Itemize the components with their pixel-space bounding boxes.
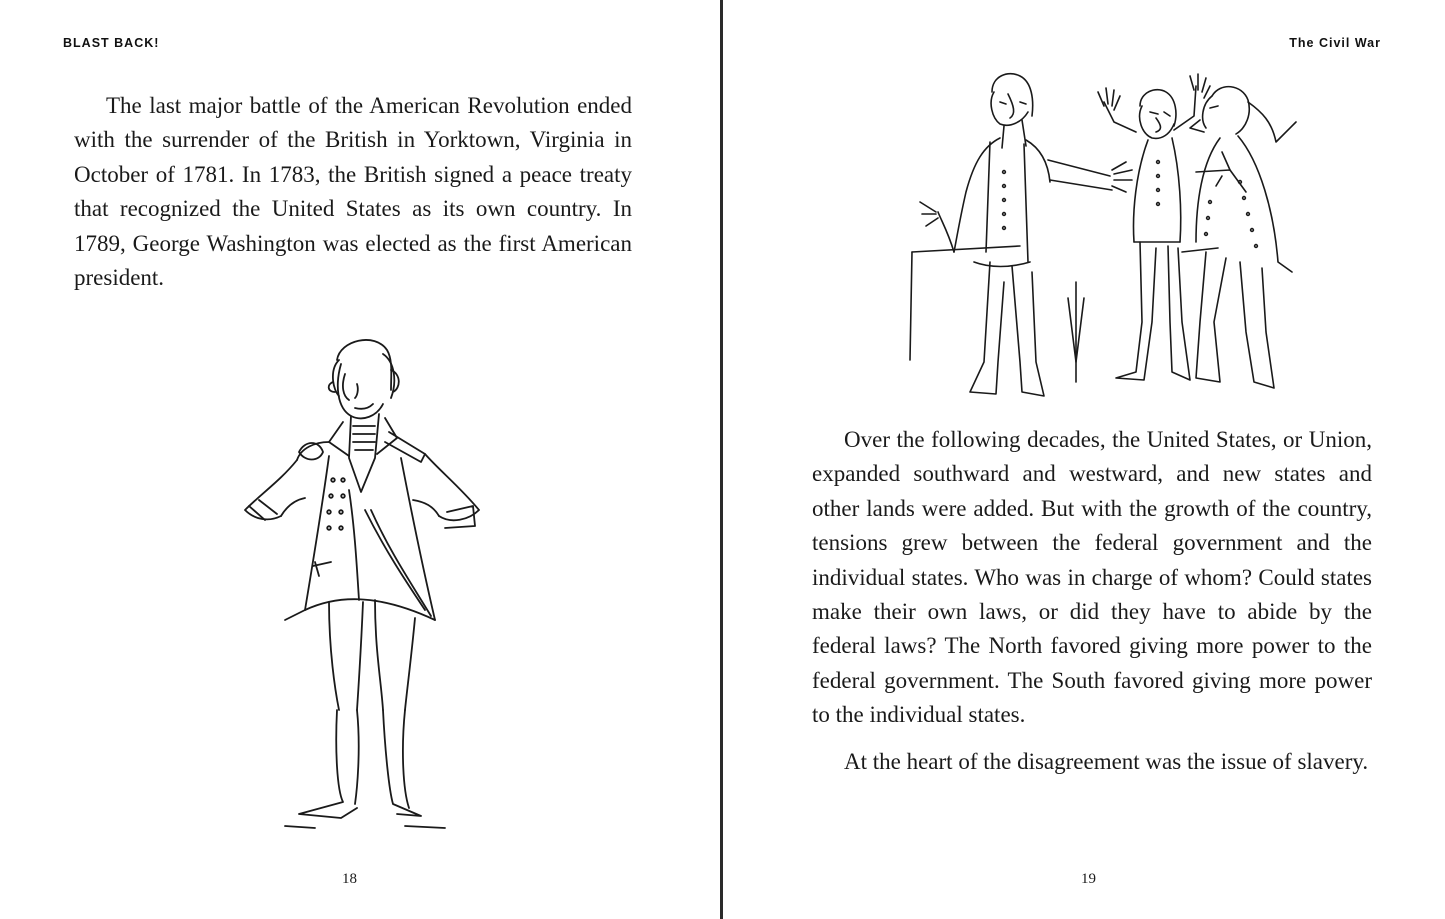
founding-fathers-illustration <box>900 62 1305 412</box>
right-page <box>723 0 1445 919</box>
running-head-right: The Civil War <box>1289 36 1381 50</box>
left-page <box>0 0 720 919</box>
page-number-left: 18 <box>342 871 357 887</box>
right-body-text <box>812 423 1372 779</box>
page-number-right: 19 <box>1081 871 1096 887</box>
paragraph: At the heart of the disagreement was the issue of slavery. <box>844 748 1369 774</box>
paragraph: The last major battle of the American Revolution ended with the surrender of the British in Yorktown, Virginia in October of 1781. In 1783, the British signed a peace treaty that recognized the United States as its own country. In 1789, George Washington was elected as the first American president. <box>74 93 632 291</box>
running-head-left: BLAST BACK! <box>63 36 160 50</box>
george-washington-illustration <box>225 330 505 840</box>
left-body-text <box>74 89 632 295</box>
paragraph: Over the following decades, the United States, or Union, expanded southward and westward, and new states and other lands were added. But with the growth of the country, tensions grew between the federal government and the individual states. Who was in charge of whom? Could states make their own laws, or did they have to abide by the federal laws? The North favored giving more power to the federal government. The South favored giving more power to the individual states. <box>812 427 1372 728</box>
